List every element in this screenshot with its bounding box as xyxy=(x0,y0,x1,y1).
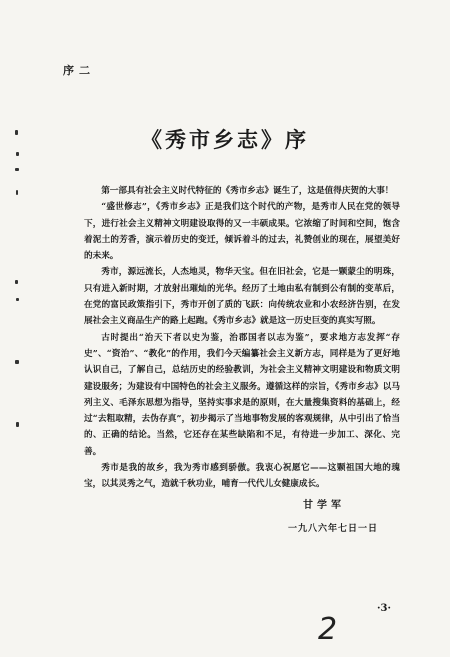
signature-name: 甘学军 xyxy=(303,500,345,511)
paragraph: 秀市，源远流长，人杰地灵，物华天宝。但在旧社会，它是一颗蒙尘的明珠，只有进入新时期，才放射出璀灿的光华。经历了土地由私有制到公有制的变革后，在党的富民政策指引下，秀市开创了质的飞跃：向传统农业和小农经济告别，在发展社会主义商品生产的路上起跑。《秀市乡志》就是这一历史巨变的真实写照。 xyxy=(84,267,400,327)
paragraph: “盛世修志”，《秀市乡志》正是我们这个时代的产物，是秀市人民在党的领导下，进行社会主义精神文明建设取得的又一丰硕成果。它浓缩了时间和空间，饱含着泥土的芳香，演示着历史的变迁，倾诉着斗的过去，礼赞创业的现在，展望美好的未来。 xyxy=(84,202,400,262)
paragraph: 第一部具有社会主义时代特征的《秀市乡志》诞生了，这是值得庆贺的大事！ xyxy=(101,186,394,196)
paragraph: 古时提出“治天下者以史为鉴，治郡国者以志为鉴”，要求地方志发挥“存史”、“资治”、“教化”的作用，我们今天编纂社会主义新方志，同样是为了更好地认识自己，了解自己，总结历史的经验教训，为社会主义精神文明建设和物质文明建设服务；为建设有中国特色的社会主义服务。遵循这样的宗旨，《秀市乡志》以马列主义、毛泽东思想为指导，坚持实事求是的原则，在大量搜集资料的基础上，经过“去粗取精，去伪存真”，初步揭示了当地事物发展的客观规律，从中引出了恰当的、正确的结论。当然，它还存在某些缺陷和不足，有待进一步加工、深化、完善。 xyxy=(84,332,400,457)
paragraph: 秀市是我的故乡，我为秀市感到骄傲。我衷心祝愿它——这颗祖国大地的瑰宝，以其灵秀之气，造就千秋功业，哺育一代代儿女健康成长。 xyxy=(84,463,400,490)
page-number: ·3· xyxy=(377,603,391,614)
binding-marks xyxy=(14,130,20,430)
page-title: 《秀市乡志》序 xyxy=(141,127,309,152)
preface-body xyxy=(84,183,400,493)
signature-date: 一九八六年七日一日 xyxy=(288,524,379,534)
handwritten-number: 2 xyxy=(318,612,338,647)
section-label: 序二 xyxy=(63,64,95,77)
